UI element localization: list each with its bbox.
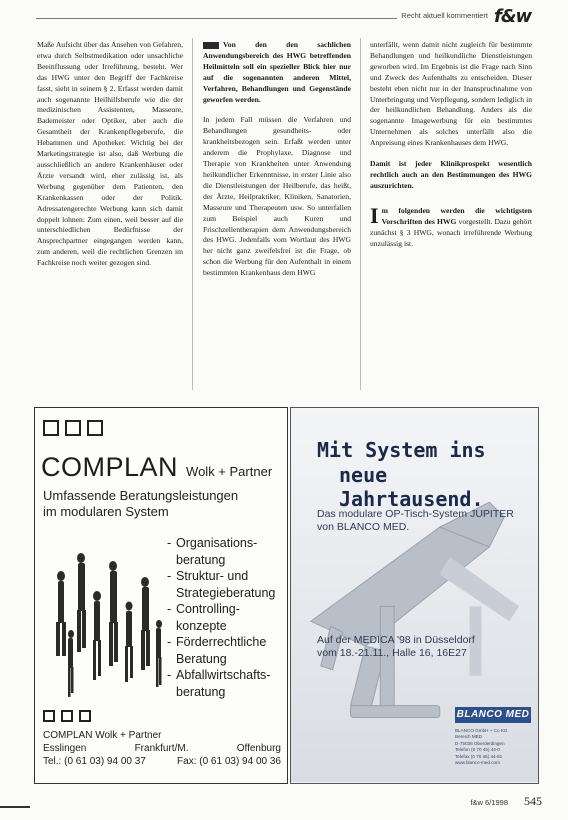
blanco-address: BLANCO GmbH + Co KG Bereich MED D-75038 Oberderdingen Telefon (0 70 45) 44-0 Telefax (0 70 45) 44-81 www.blanco-med.com xyxy=(455,728,508,766)
blanco-subline: Das modulare OP-Tisch-System JUPITER von BLANCO MED. xyxy=(317,508,514,533)
complan-services-list xyxy=(167,536,287,701)
service-item: - Abfallwirtschafts- xyxy=(167,668,271,682)
complan-company-name: COMPLAN Wolk + Partner xyxy=(41,452,273,482)
blanco-advertisement xyxy=(290,407,539,784)
square-icon xyxy=(43,710,55,722)
article-column-3 xyxy=(370,40,532,396)
complan-footer-name: COMPLAN Wolk + Partner xyxy=(43,730,162,741)
complan-contact xyxy=(43,729,281,768)
footer-rule xyxy=(0,806,30,808)
square-icon xyxy=(43,420,59,436)
drop-cap: I xyxy=(370,202,379,228)
complan-advertisement xyxy=(34,407,288,784)
blanco-fair-info: Auf der MEDICA '98 in Düsseldorf vom 18.-21.11., Halle 16, 16E27 xyxy=(317,634,475,659)
blanco-headline-2: neue Jahrtausend. xyxy=(339,463,484,511)
blanco-logo: BLANCO MED xyxy=(455,707,531,723)
section-marker-icon xyxy=(203,42,219,49)
service-item: - Controlling- xyxy=(167,602,240,616)
people-figures-illustration xyxy=(47,536,167,706)
complan-tagline: Umfassende Beratungsleistungen im modularen System xyxy=(43,488,239,519)
column-divider xyxy=(192,38,193,390)
complan-phone-fax xyxy=(43,755,281,768)
square-icon xyxy=(65,420,81,436)
column-divider xyxy=(360,38,361,390)
column-3-text: unterfällt, wenn damit nicht zugleich für bestimmte Behandlungen und heilkundliche Dienstleistungen geworben wird. Im Ergebnis ist die Frage nach Sinn und Zweck des Aufenthalts zu entscheiden. Dieser besteht eben nicht nur in der Inanspruchnahme von Unterbringung und Verpflegung, sondern lediglich in der heilkundlichen Behandlung. Anders als die sogenannte Imagewerbung für ein bestimmtes Unternehmen als solches unterfällt also die Anpreisung eines Krankenhauses dem HWG. xyxy=(370,40,532,148)
service-item: - Organisations- xyxy=(167,536,258,550)
column-1-text: Maße Aufsicht über das Ansehen von Gefahren, etwa durch Selbstmedikation oder unsachliche Beeinflussung oder Irreführung, besteht. Wer das HWG unter den Begriff der Fachkreise fasst, sieht in seinem § 2. Erfasst werden damit auch sogenannte Heilhilfsberufe wie die der medizinischen Assistenten, Masseure, Bademeister oder Optiker, aber auch die Gesamtheit der Krankenpflegeberufe, die Hebammen und Apotheker. Wichtig bei der Marketingstrategie ist also, daß Werbung die ausschließlich an andere Krankenhäuser oder Ärzte versandt wird, eher zulässig ist, als Werbung gegenüber dem Patienten, den Krankenkassen oder der Politik. Adressatengerechte Werbung kann sich damit doppelt lohnen: Zum einen, weil besser auf die unterschiedlichen Bedürfnisse der Ansprechpartner eingegangen werden kann, zum anderen, weil die rechtlichen Grenzen im Fachkreise noch weiter gezogen sind. xyxy=(37,40,183,268)
section-lead: Von den den sachlichen Anwendungsbereich des HWG betreffenden Heilmitteln soll ein spezieller Blick hier nur auf die sogenannten anderen Mittel, Verfahren, Behandlungen und Gegenstände geworfen werden. xyxy=(203,40,351,104)
service-item: konzepte xyxy=(176,618,227,633)
service-item: - Struktur- und xyxy=(167,569,249,583)
square-icon xyxy=(79,710,91,722)
service-item: - Förderrechtliche xyxy=(167,635,267,649)
complan-fax: Fax: (0 61 03) 94 00 36 xyxy=(177,756,281,767)
column-2-text: In jedem Fall müssen die Verfahren und Behandlungen gesundheits- oder krankheitsbezogen sein. Erfaßt werden unter anderem die Prophylaxe, Diagnose und Therapie von Krankheiten unter Anwendung heilkundlicher Erkenntnisse, in erster Linie also die Dienstleistungen der Heilberufe, das heißt, der Ärzte, Heilpraktiker, Kliniken, Sanatorien, Masseure und Therapeuten usw. So unterfallen zum Beispiel auch Kuren und Frischzellentherapien dem Anwendungsbereich des HWG. Jedenfalls vom Wortlaut des HWG her nicht ganz zweifelsfrei ist die Frage, ob schon die Werbung für den Aufenthalt in einem bestimmten Krankenhaus dem HWG xyxy=(203,115,351,278)
article-column-2 xyxy=(203,40,351,396)
blanco-headline-1: Mit System ins xyxy=(317,438,486,462)
complan-logo-squares xyxy=(43,420,103,436)
service-item: beratung xyxy=(176,552,226,567)
service-item: Strategieberatung xyxy=(176,585,276,600)
section-title: Recht aktuell kommentiert xyxy=(397,11,488,20)
column-3-section xyxy=(370,202,532,250)
journal-issue: f&w 6/1998 xyxy=(470,798,508,807)
article-column-1 xyxy=(37,40,183,396)
complan-cities: Esslingen Frankfurt/M. Offenburg xyxy=(43,743,281,754)
service-item: beratung xyxy=(176,684,226,699)
section-lead: m folgenden werden die wichtigsten Vorschriften des HWG xyxy=(381,205,532,226)
service-item: Beratung xyxy=(176,651,227,666)
complan-logo-squares-small xyxy=(43,710,91,722)
column-3-emphasis: Damit ist jeder Klinikprospekt wesentlich rechtlich auch an den Bestimmungen des HWG auszurichten. xyxy=(370,159,532,190)
page-header xyxy=(0,8,568,30)
complan-tel: Tel.: (0 61 03) 94 00 37 xyxy=(43,756,146,767)
section-body: vorgestellt. Dazu gehört zunächst § 3 HWG, wonach irreführende Werbung unzulässig ist. xyxy=(370,216,532,248)
journal-logo: f&w xyxy=(494,6,532,27)
square-icon xyxy=(61,710,73,722)
square-icon xyxy=(87,420,103,436)
page-number: 545 xyxy=(524,794,542,808)
